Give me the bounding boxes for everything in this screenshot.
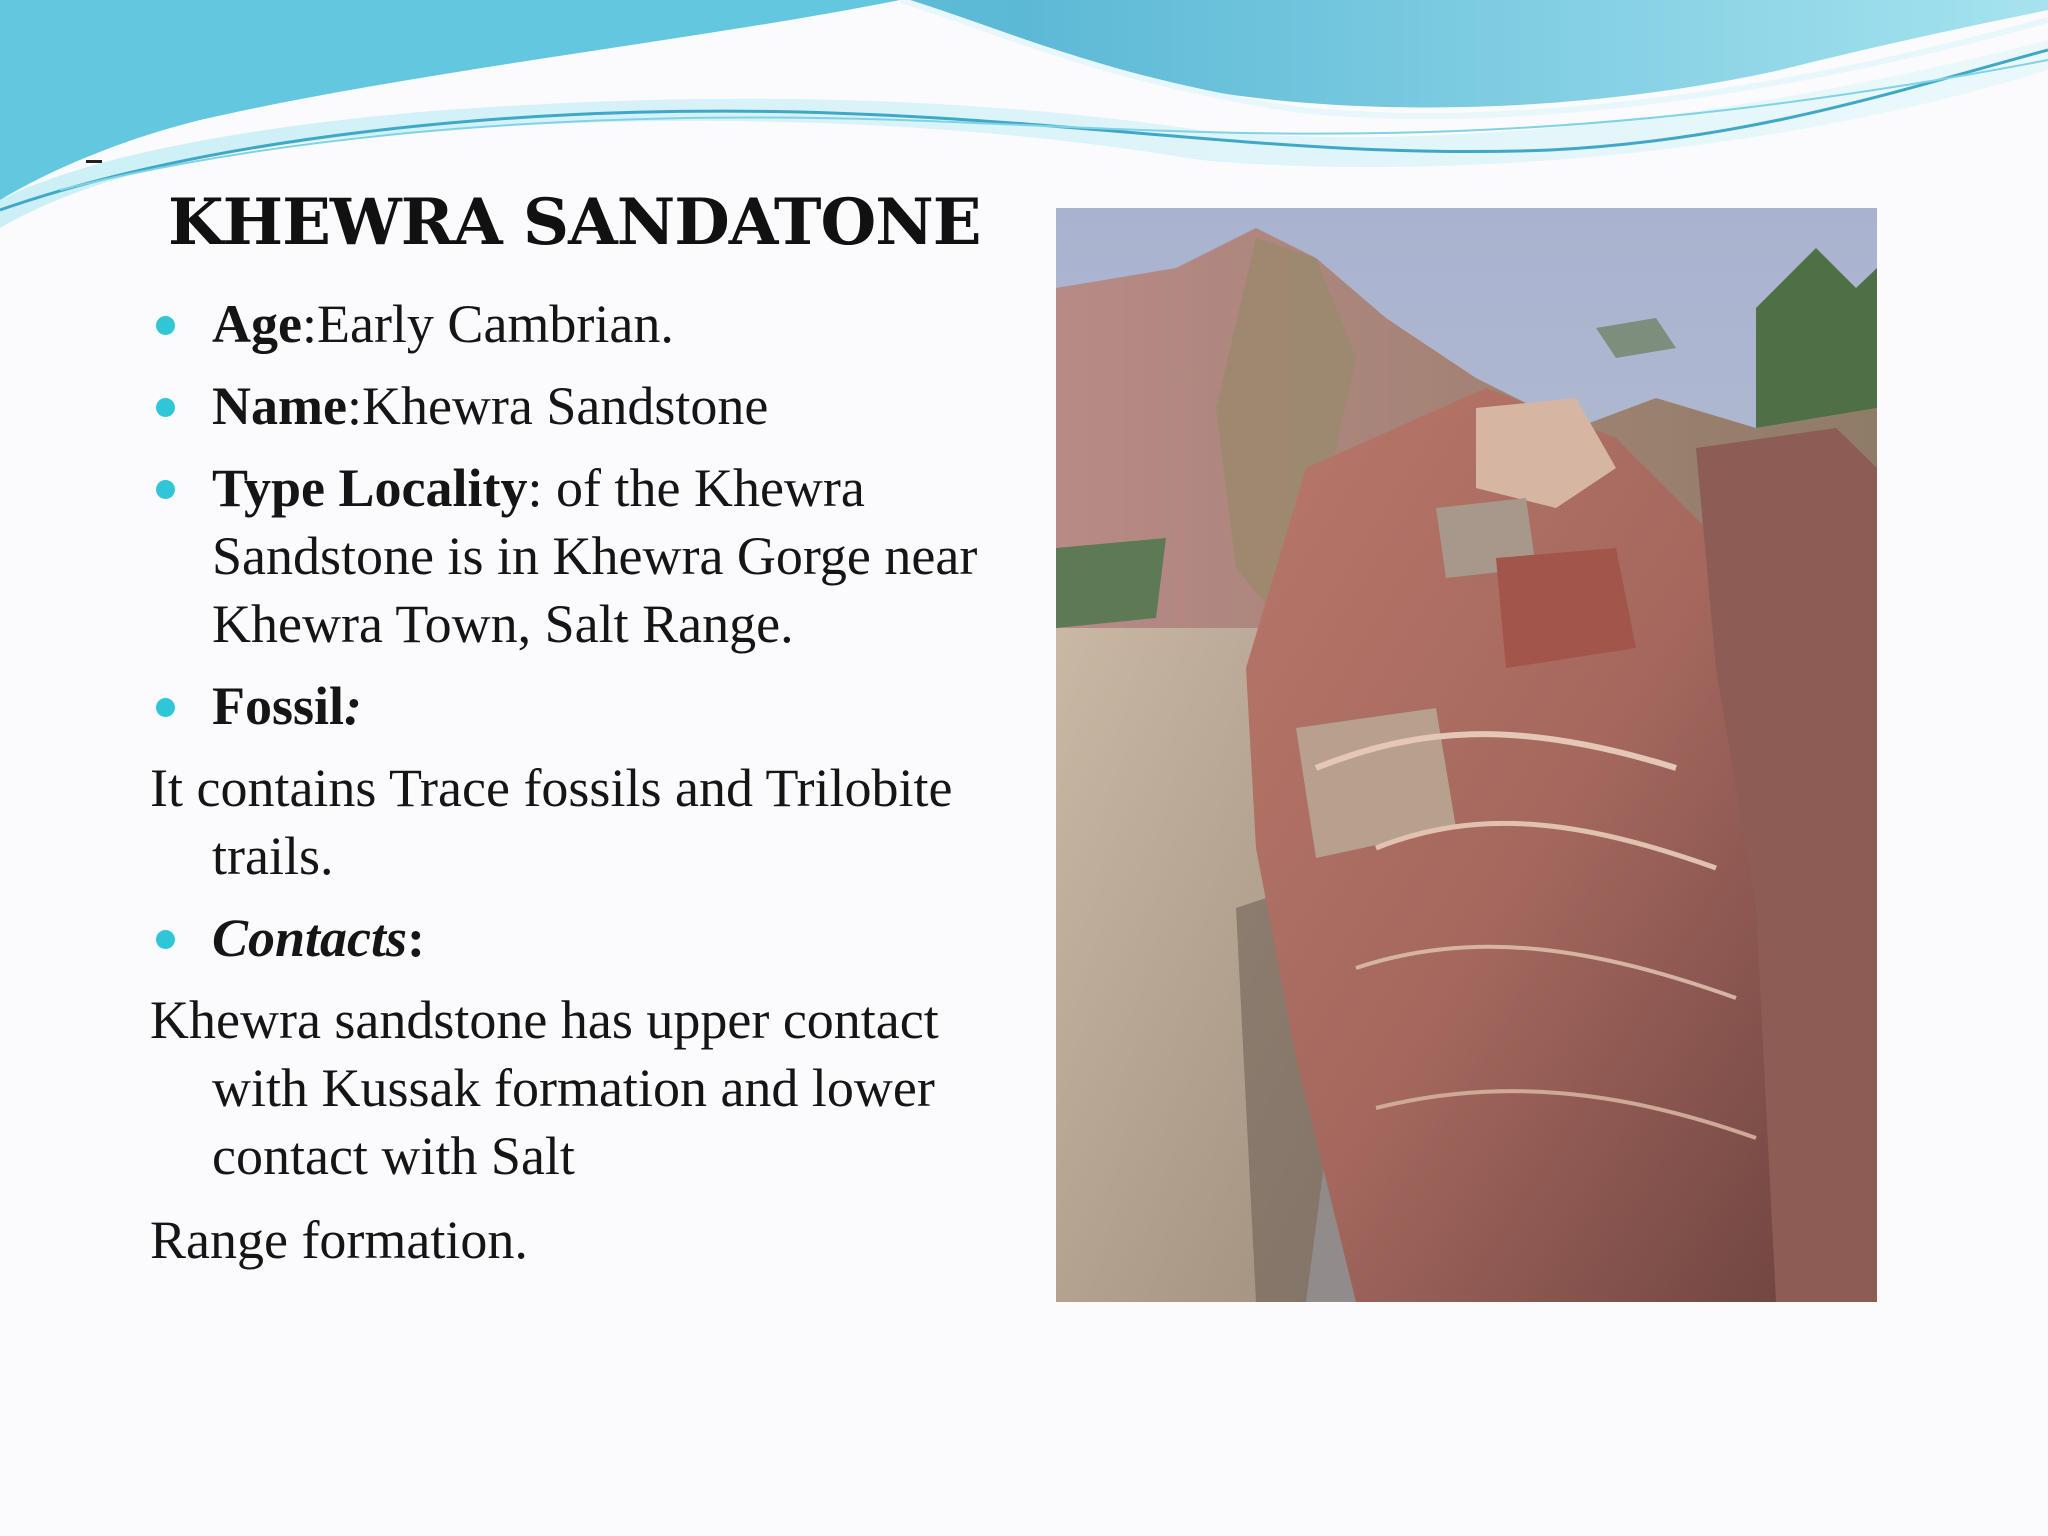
item-label: Fossil — [212, 676, 345, 736]
item-text: Early Cambrian. — [316, 294, 674, 354]
bullet-item-fossil — [150, 672, 1010, 740]
bullet-item-contacts — [150, 904, 1010, 972]
sandstone-rock-image — [1056, 208, 1877, 1302]
bullet-dot-icon — [156, 698, 175, 717]
contacts-description — [150, 986, 1010, 1274]
item-separator: : — [407, 908, 426, 968]
item-separator: : — [346, 376, 362, 436]
bullet-dot-icon — [156, 398, 175, 417]
bullet-dot-icon — [156, 480, 175, 499]
contacts-text-main: Khewra sandstone has upper contact with Kussak formation and lower contact with Salt — [150, 990, 939, 1186]
item-label: Type Locality — [212, 458, 528, 518]
slide-dash-mark — [86, 160, 102, 163]
slide-title: KHEWRA SANDATONE — [168, 185, 981, 260]
item-text: of the Khewra Sandstone is in Khewra Gorge near Khewra Town, Salt Range. — [212, 458, 978, 654]
rock-photo — [1056, 208, 1877, 1302]
bullet-item-name — [150, 372, 1010, 440]
item-label: Name — [212, 376, 347, 436]
item-label: Contacts — [212, 908, 408, 968]
bullet-dot-icon — [156, 930, 175, 949]
contacts-text-tail: Range formation. — [150, 1210, 528, 1270]
bullet-item-type-locality — [150, 454, 1010, 658]
bullet-item-age — [150, 290, 1010, 358]
item-text: Khewra Sandstone — [361, 376, 769, 436]
item-separator: : — [301, 294, 317, 354]
bullet-dot-icon — [156, 316, 175, 335]
item-separator: : — [344, 676, 363, 736]
item-separator: : — [527, 458, 543, 518]
slide-content — [150, 290, 1010, 1288]
item-label: Age — [212, 294, 302, 354]
fossil-description: It contains Trace fossils and Trilobite trails. — [150, 758, 953, 886]
